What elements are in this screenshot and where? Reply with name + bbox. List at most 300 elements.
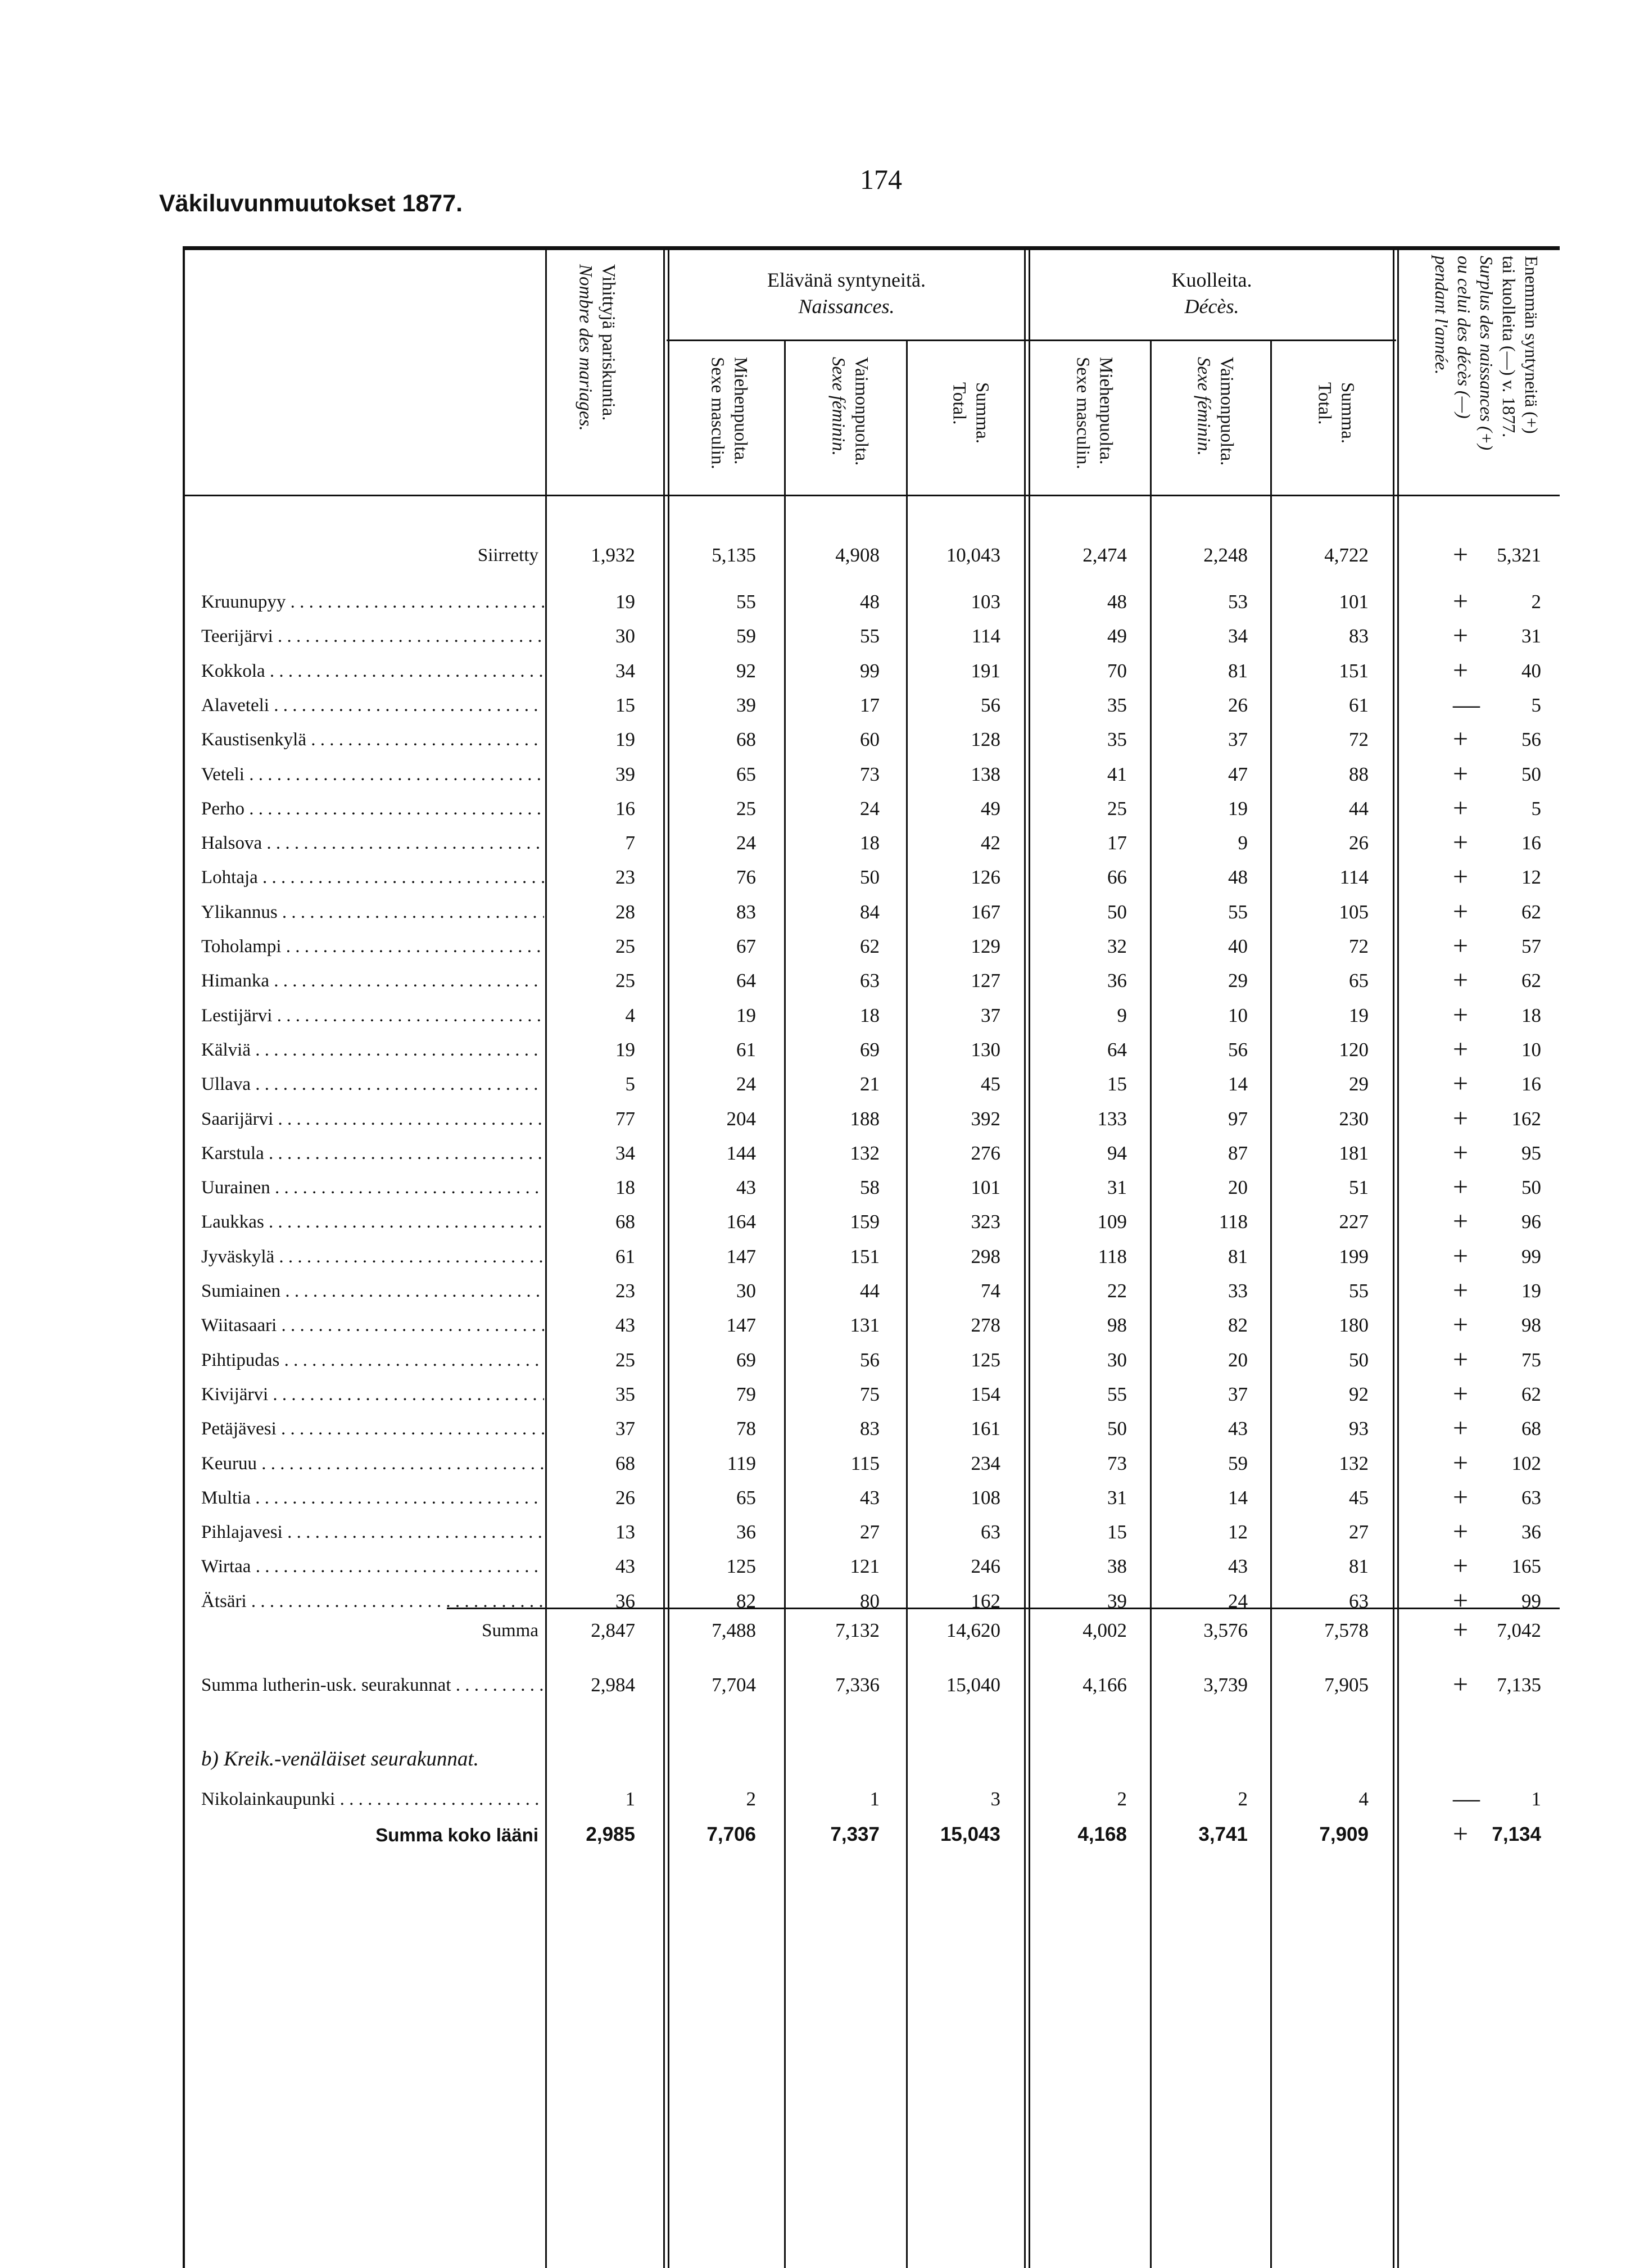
deaths-male-cell: 49 bbox=[1107, 625, 1127, 647]
col-rule bbox=[1393, 247, 1394, 2268]
births-female-cell: 69 bbox=[860, 1039, 880, 1061]
header-bottom-rule bbox=[183, 495, 1560, 496]
births-total-cell: 63 bbox=[981, 1521, 1000, 1543]
row-label: Summa lutherin-usk. seurakunnat . . . bbox=[201, 1675, 544, 1696]
deaths-male-cell: 35 bbox=[1107, 728, 1127, 750]
surplus-cell: 12 bbox=[1521, 866, 1541, 888]
row-label: Petäjävesi . . . bbox=[201, 1419, 544, 1439]
births-total-fi: Summa. bbox=[972, 382, 993, 444]
surplus-cell: 31 bbox=[1521, 625, 1541, 647]
deaths-female-header bbox=[1192, 357, 1238, 486]
births-total-cell: 49 bbox=[981, 798, 1000, 820]
surplus-cell: 50 bbox=[1521, 1176, 1541, 1198]
marriages-cell: 25 bbox=[615, 1349, 635, 1371]
births-female-cell: 4,908 bbox=[835, 544, 880, 566]
surplus-sign: + bbox=[1453, 1138, 1469, 1167]
row-label: Teerijärvi . . . bbox=[201, 626, 544, 647]
surplus-fi-2: tai kuolleita (—) v. 1877. bbox=[1499, 256, 1519, 438]
deaths-group-fi: Kuolleita. bbox=[1171, 269, 1252, 291]
surplus-cell: 5,321 bbox=[1497, 544, 1541, 566]
marriages-cell: 34 bbox=[615, 660, 635, 682]
deaths-female-cell: 3,741 bbox=[1198, 1823, 1248, 1845]
births-female-cell: 188 bbox=[850, 1108, 880, 1130]
row-label: Jyväskylä . . . bbox=[201, 1247, 544, 1267]
surplus-sign: + bbox=[1453, 724, 1469, 754]
births-female-cell: 75 bbox=[860, 1383, 880, 1405]
births-female-cell: 17 bbox=[860, 694, 880, 716]
marriages-cell: 23 bbox=[615, 866, 635, 888]
deaths-female-cell: 10 bbox=[1228, 1004, 1248, 1026]
surplus-fr-2: ou celui des décès (—) bbox=[1454, 256, 1474, 419]
births-female-cell: 18 bbox=[860, 1004, 880, 1026]
deaths-female-cell: 33 bbox=[1228, 1280, 1248, 1302]
marriages-header-fr: Nombre des mariages. bbox=[575, 264, 596, 431]
births-male-cell: 61 bbox=[736, 1039, 756, 1061]
deaths-total-cell: 55 bbox=[1349, 1280, 1369, 1302]
births-male-cell: 36 bbox=[736, 1521, 756, 1543]
births-total-cell: 3 bbox=[990, 1788, 1000, 1810]
births-group-fr: Naissances. bbox=[798, 295, 895, 318]
marriages-cell: 43 bbox=[615, 1555, 635, 1577]
deaths-male-cell: 22 bbox=[1107, 1280, 1127, 1302]
deaths-female-cell: 87 bbox=[1228, 1142, 1248, 1164]
deaths-total-cell: 230 bbox=[1339, 1108, 1369, 1130]
row-label: Toholampi . . . bbox=[201, 936, 544, 957]
births-male-cell: 7,488 bbox=[712, 1619, 756, 1641]
deaths-male-cell: 35 bbox=[1107, 694, 1127, 716]
births-total-cell: 191 bbox=[971, 660, 1000, 682]
surplus-sign: + bbox=[1453, 759, 1469, 789]
surplus-sign: + bbox=[1453, 655, 1469, 685]
surplus-sign: + bbox=[1453, 793, 1469, 823]
surplus-sign: + bbox=[1453, 965, 1469, 995]
surplus-cell: 10 bbox=[1521, 1039, 1541, 1061]
deaths-male-cell: 50 bbox=[1107, 1418, 1127, 1439]
deaths-total-cell: 63 bbox=[1349, 1590, 1369, 1612]
births-male-cell: 147 bbox=[726, 1246, 756, 1267]
marriages-cell: 2,985 bbox=[586, 1823, 635, 1845]
deaths-female-cell: 56 bbox=[1228, 1039, 1248, 1061]
births-male-cell: 5,135 bbox=[712, 544, 756, 566]
births-female-cell: 27 bbox=[860, 1521, 880, 1543]
surplus-cell: 98 bbox=[1521, 1314, 1541, 1336]
row-label: Himanka . . . bbox=[201, 971, 544, 992]
births-female-cell: 1 bbox=[869, 1788, 880, 1810]
deaths-total-cell: 181 bbox=[1339, 1142, 1369, 1164]
row-label: Siirretty bbox=[477, 545, 538, 565]
surplus-sign: + bbox=[1453, 540, 1469, 569]
deaths-total-cell: 101 bbox=[1339, 591, 1369, 613]
row-label: Kivijärvi . . . bbox=[201, 1384, 544, 1405]
table-left-rule bbox=[183, 247, 185, 2268]
births-female-cell: 151 bbox=[850, 1246, 880, 1267]
deaths-female-cell: 20 bbox=[1228, 1176, 1248, 1198]
deaths-female-cell: 14 bbox=[1228, 1073, 1248, 1095]
births-male-cell: 24 bbox=[736, 832, 756, 854]
marriages-cell: 68 bbox=[615, 1211, 635, 1233]
births-total-cell: 103 bbox=[971, 591, 1000, 613]
deaths-male-cell: 55 bbox=[1107, 1383, 1127, 1405]
marriages-cell: 2,847 bbox=[591, 1619, 635, 1641]
births-female-cell: 80 bbox=[860, 1590, 880, 1612]
row-label: Halsova . . . bbox=[201, 833, 544, 854]
births-male-cell: 69 bbox=[736, 1349, 756, 1371]
table-top-rule bbox=[183, 246, 1560, 250]
deaths-total-cell: 4 bbox=[1358, 1788, 1369, 1810]
births-total-cell: 56 bbox=[981, 694, 1000, 716]
marriages-cell: 28 bbox=[615, 901, 635, 923]
deaths-male-cell: 48 bbox=[1107, 591, 1127, 613]
births-female-cell: 99 bbox=[860, 660, 880, 682]
deaths-female-cell: 81 bbox=[1228, 660, 1248, 682]
deaths-total-header bbox=[1312, 382, 1359, 483]
marriages-cell: 19 bbox=[615, 591, 635, 613]
births-total-cell: 323 bbox=[971, 1211, 1000, 1233]
births-male-cell: 30 bbox=[736, 1280, 756, 1302]
marriages-cell: 4 bbox=[625, 1004, 635, 1026]
surplus-sign: + bbox=[1453, 1241, 1469, 1271]
row-label: Lohtaja . . . bbox=[201, 867, 544, 888]
births-total-cell: 10,043 bbox=[946, 544, 1000, 566]
deaths-female-cell: 43 bbox=[1228, 1418, 1248, 1439]
marriages-cell: 26 bbox=[615, 1487, 635, 1509]
births-male-cell: 79 bbox=[736, 1383, 756, 1405]
deaths-male-cell: 31 bbox=[1107, 1487, 1127, 1509]
surplus-cell: 75 bbox=[1521, 1349, 1541, 1371]
deaths-total-cell: 7,909 bbox=[1319, 1823, 1369, 1845]
births-female-cell: 121 bbox=[850, 1555, 880, 1577]
births-total-cell: 128 bbox=[971, 728, 1000, 750]
deaths-total-cell: 81 bbox=[1349, 1555, 1369, 1577]
births-female-cell: 62 bbox=[860, 935, 880, 957]
surplus-cell: 68 bbox=[1521, 1418, 1541, 1439]
births-female-cell: 18 bbox=[860, 832, 880, 854]
deaths-female-cell: 37 bbox=[1228, 1383, 1248, 1405]
deaths-male-cell: 73 bbox=[1107, 1452, 1127, 1474]
surplus-sign: + bbox=[1453, 1206, 1469, 1236]
births-total-cell: 167 bbox=[971, 901, 1000, 923]
births-group-fi: Elävänä syntyneitä. bbox=[767, 269, 926, 291]
births-male-cell: 7,706 bbox=[706, 1823, 756, 1845]
births-total-cell: 130 bbox=[971, 1039, 1000, 1061]
births-male-cell: 7,704 bbox=[712, 1674, 756, 1696]
deaths-female-cell: 43 bbox=[1228, 1555, 1248, 1577]
surplus-sign: + bbox=[1453, 1448, 1469, 1478]
births-total-cell: 14,620 bbox=[946, 1619, 1000, 1641]
births-female-cell: 63 bbox=[860, 970, 880, 992]
births-total-cell: 127 bbox=[971, 970, 1000, 992]
births-group-header bbox=[669, 267, 1024, 320]
marriages-cell: 15 bbox=[615, 694, 635, 716]
surplus-sign: + bbox=[1453, 1516, 1469, 1546]
marriages-cell: 25 bbox=[615, 970, 635, 992]
surplus-cell: 40 bbox=[1521, 660, 1541, 682]
deaths-female-cell: 48 bbox=[1228, 866, 1248, 888]
surplus-sign: + bbox=[1453, 1275, 1469, 1305]
surplus-sign: + bbox=[1453, 1669, 1469, 1699]
marriages-cell: 25 bbox=[615, 935, 635, 957]
surplus-sign: + bbox=[1453, 1482, 1469, 1512]
births-total-cell: 161 bbox=[971, 1418, 1000, 1439]
surplus-sign: + bbox=[1453, 1069, 1469, 1098]
deaths-male-cell: 15 bbox=[1107, 1521, 1127, 1543]
deaths-total-cell: 114 bbox=[1339, 866, 1369, 888]
surplus-fi-1: Enemmän syntyneitä (+) bbox=[1521, 256, 1542, 434]
surplus-sign: + bbox=[1453, 931, 1469, 961]
surplus-cell: 63 bbox=[1521, 1487, 1541, 1509]
surplus-sign: — bbox=[1453, 690, 1480, 719]
births-female-cell: 21 bbox=[860, 1073, 880, 1095]
births-female-cell: 73 bbox=[860, 763, 880, 785]
deaths-female-cell: 12 bbox=[1228, 1521, 1248, 1543]
births-female-cell: 7,336 bbox=[835, 1674, 880, 1696]
births-female-cell: 7,132 bbox=[835, 1619, 880, 1641]
deaths-total-cell: 26 bbox=[1349, 832, 1369, 854]
deaths-male-cell: 70 bbox=[1107, 660, 1127, 682]
surplus-cell: 5 bbox=[1531, 798, 1541, 820]
births-female-cell: 7,337 bbox=[830, 1823, 880, 1845]
marriages-cell: 2,984 bbox=[591, 1674, 635, 1696]
surplus-cell: 95 bbox=[1521, 1142, 1541, 1164]
births-total-cell: 392 bbox=[971, 1108, 1000, 1130]
births-male-cell: 204 bbox=[726, 1108, 756, 1130]
row-label: Lestijärvi . . . bbox=[201, 1006, 544, 1026]
surplus-cell: 16 bbox=[1521, 832, 1541, 854]
deaths-group-header bbox=[1030, 267, 1394, 320]
surplus-sign: + bbox=[1453, 621, 1469, 650]
deaths-female-cell: 53 bbox=[1228, 591, 1248, 613]
births-male-cell: 65 bbox=[736, 1487, 756, 1509]
surplus-header bbox=[1430, 256, 1543, 489]
page-number: 174 bbox=[860, 164, 902, 195]
marriages-cell: 37 bbox=[615, 1418, 635, 1439]
deaths-total-cell: 88 bbox=[1349, 763, 1369, 785]
surplus-cell: 19 bbox=[1521, 1280, 1541, 1302]
deaths-female-cell: 3,576 bbox=[1203, 1619, 1248, 1641]
surplus-cell: 5 bbox=[1531, 694, 1541, 716]
births-male-cell: 55 bbox=[736, 591, 756, 613]
births-male-cell: 59 bbox=[736, 625, 756, 647]
surplus-cell: 62 bbox=[1521, 1383, 1541, 1405]
births-male-cell: 68 bbox=[736, 728, 756, 750]
surplus-cell: 18 bbox=[1521, 1004, 1541, 1026]
deaths-male-cell: 118 bbox=[1098, 1246, 1127, 1267]
group-head-rule bbox=[667, 339, 1396, 341]
deaths-total-cell: 51 bbox=[1349, 1176, 1369, 1198]
row-label: Veteli . . . bbox=[201, 764, 544, 785]
births-female-cell: 60 bbox=[860, 728, 880, 750]
row-label: Kokkola . . . bbox=[201, 661, 544, 682]
deaths-total-cell: 132 bbox=[1339, 1452, 1369, 1474]
surplus-sign: + bbox=[1453, 1379, 1469, 1409]
deaths-total-cell: 44 bbox=[1349, 798, 1369, 820]
births-male-cell: 76 bbox=[736, 866, 756, 888]
surplus-sign: + bbox=[1453, 1000, 1469, 1030]
births-female-cell: 24 bbox=[860, 798, 880, 820]
row-label: Kaustisenkylä . . . bbox=[201, 730, 544, 750]
surplus-sign: + bbox=[1453, 1310, 1469, 1339]
surplus-cell: 99 bbox=[1521, 1246, 1541, 1267]
surplus-cell: 162 bbox=[1511, 1108, 1541, 1130]
row-label: Nikolainkaupunki . . . bbox=[201, 1789, 544, 1810]
row-label: Laukkas . . . bbox=[201, 1212, 544, 1233]
deaths-male-header bbox=[1071, 357, 1117, 486]
births-male-cell: 119 bbox=[727, 1452, 756, 1474]
surplus-cell: 62 bbox=[1521, 970, 1541, 992]
births-male-cell: 83 bbox=[736, 901, 756, 923]
deaths-total-cell: 199 bbox=[1339, 1246, 1369, 1267]
surplus-cell: 7,134 bbox=[1492, 1823, 1541, 1845]
surplus-sign: + bbox=[1453, 1413, 1469, 1443]
deaths-female-fi: Vaimonpuolta. bbox=[1216, 357, 1237, 466]
births-total-cell: 129 bbox=[971, 935, 1000, 957]
births-female-cell: 50 bbox=[860, 866, 880, 888]
births-male-cell: 43 bbox=[736, 1176, 756, 1198]
deaths-female-cell: 82 bbox=[1228, 1314, 1248, 1336]
col-rule bbox=[1397, 247, 1399, 2268]
row-label: Sumiainen . . . bbox=[201, 1281, 544, 1302]
births-total-cell: 298 bbox=[971, 1246, 1000, 1267]
births-total-cell: 138 bbox=[971, 763, 1000, 785]
births-female-cell: 159 bbox=[850, 1211, 880, 1233]
deaths-male-cell: 31 bbox=[1107, 1176, 1127, 1198]
births-male-cell: 144 bbox=[726, 1142, 756, 1164]
deaths-total-cell: 83 bbox=[1349, 625, 1369, 647]
births-total-cell: 101 bbox=[971, 1176, 1000, 1198]
marriages-cell: 13 bbox=[615, 1521, 635, 1543]
births-total-fr: Total. bbox=[949, 382, 970, 425]
deaths-female-cell: 9 bbox=[1238, 832, 1248, 854]
marriages-cell: 23 bbox=[615, 1280, 635, 1302]
deaths-male-cell: 32 bbox=[1107, 935, 1127, 957]
births-total-cell: 246 bbox=[971, 1555, 1000, 1577]
surplus-cell: 96 bbox=[1521, 1211, 1541, 1233]
surplus-cell: 16 bbox=[1521, 1073, 1541, 1095]
row-label: Wirtaa . . . bbox=[201, 1556, 544, 1577]
deaths-total-cell: 120 bbox=[1339, 1039, 1369, 1061]
births-male-cell: 2 bbox=[746, 1788, 756, 1810]
deaths-male-cell: 66 bbox=[1107, 866, 1127, 888]
births-female-cell: 83 bbox=[860, 1418, 880, 1439]
deaths-female-cell: 37 bbox=[1228, 728, 1248, 750]
marriages-cell: 34 bbox=[615, 1142, 635, 1164]
surplus-cell: 57 bbox=[1521, 935, 1541, 957]
deaths-female-cell: 3,739 bbox=[1203, 1674, 1248, 1696]
births-female-cell: 131 bbox=[850, 1314, 880, 1336]
marriages-cell: 68 bbox=[615, 1452, 635, 1474]
deaths-male-fi: Miehenpuolta. bbox=[1095, 357, 1116, 465]
births-female-cell: 58 bbox=[860, 1176, 880, 1198]
marriages-cell: 7 bbox=[625, 832, 635, 854]
deaths-male-cell: 39 bbox=[1107, 1590, 1127, 1612]
marriages-cell: 19 bbox=[615, 728, 635, 750]
surplus-fr-3: pendant l'année. bbox=[1432, 256, 1452, 375]
surplus-cell: 7,135 bbox=[1497, 1674, 1541, 1696]
births-male-cell: 92 bbox=[736, 660, 756, 682]
deaths-total-cell: 29 bbox=[1349, 1073, 1369, 1095]
deaths-total-cell: 227 bbox=[1339, 1211, 1369, 1233]
births-total-cell: 125 bbox=[971, 1349, 1000, 1371]
surplus-fr-1: Surplus des naissances (+) bbox=[1476, 256, 1497, 451]
surplus-cell: 50 bbox=[1521, 763, 1541, 785]
marriages-cell: 18 bbox=[615, 1176, 635, 1198]
marriages-header bbox=[573, 264, 620, 483]
section-b-heading: b) Kreik.-venäläiset seurakunnat. bbox=[201, 1748, 479, 1771]
births-total-cell: 126 bbox=[971, 866, 1000, 888]
page-title: Väkiluvunmuutokset 1877. bbox=[159, 190, 463, 217]
deaths-female-cell: 59 bbox=[1228, 1452, 1248, 1474]
deaths-female-cell: 2,248 bbox=[1203, 544, 1248, 566]
births-female-fi: Vaimonpuolta. bbox=[851, 357, 872, 466]
deaths-total-cell: 65 bbox=[1349, 970, 1369, 992]
deaths-total-fr: Total. bbox=[1314, 382, 1335, 425]
deaths-female-cell: 20 bbox=[1228, 1349, 1248, 1371]
surplus-sign: + bbox=[1453, 1615, 1469, 1645]
surplus-sign: + bbox=[1453, 827, 1469, 857]
deaths-total-fi: Summa. bbox=[1337, 382, 1358, 444]
row-label: Ylikannus . . . bbox=[201, 902, 544, 923]
births-total-cell: 114 bbox=[971, 625, 1000, 647]
deaths-total-cell: 45 bbox=[1349, 1487, 1369, 1509]
deaths-total-cell: 72 bbox=[1349, 935, 1369, 957]
surplus-sign: + bbox=[1453, 1819, 1469, 1849]
surplus-sign: + bbox=[1453, 1551, 1469, 1581]
row-label: Multia . . . bbox=[201, 1488, 544, 1509]
surplus-sign: + bbox=[1453, 1034, 1469, 1064]
births-male-cell: 19 bbox=[736, 1004, 756, 1026]
deaths-total-cell: 105 bbox=[1339, 901, 1369, 923]
deaths-male-cell: 25 bbox=[1107, 798, 1127, 820]
deaths-group-fr: Décès. bbox=[1184, 295, 1239, 318]
births-female-cell: 115 bbox=[850, 1452, 880, 1474]
marriages-header-fi: Vihittyjä pariskuntia. bbox=[598, 264, 619, 421]
marriages-cell: 5 bbox=[625, 1073, 635, 1095]
births-total-cell: 42 bbox=[981, 832, 1000, 854]
deaths-female-cell: 55 bbox=[1228, 901, 1248, 923]
births-male-cell: 82 bbox=[736, 1590, 756, 1612]
deaths-total-cell: 4,722 bbox=[1324, 544, 1369, 566]
births-total-cell: 15,043 bbox=[940, 1823, 1000, 1845]
deaths-male-cell: 41 bbox=[1107, 763, 1127, 785]
births-male-cell: 64 bbox=[736, 970, 756, 992]
deaths-female-cell: 29 bbox=[1228, 970, 1248, 992]
deaths-female-cell: 14 bbox=[1228, 1487, 1248, 1509]
surplus-sign: + bbox=[1453, 862, 1469, 891]
surplus-cell: 102 bbox=[1511, 1452, 1541, 1474]
deaths-total-cell: 92 bbox=[1349, 1383, 1369, 1405]
deaths-female-cell: 40 bbox=[1228, 935, 1248, 957]
deaths-male-cell: 15 bbox=[1107, 1073, 1127, 1095]
row-label: Ullava . . . bbox=[201, 1074, 544, 1095]
marriages-cell: 77 bbox=[615, 1108, 635, 1130]
deaths-female-cell: 97 bbox=[1228, 1108, 1248, 1130]
births-total-cell: 154 bbox=[971, 1383, 1000, 1405]
births-total-cell: 15,040 bbox=[946, 1674, 1000, 1696]
births-female-cell: 44 bbox=[860, 1280, 880, 1302]
deaths-total-cell: 61 bbox=[1349, 694, 1369, 716]
births-male-cell: 125 bbox=[726, 1555, 756, 1577]
deaths-male-cell: 4,002 bbox=[1083, 1619, 1127, 1641]
deaths-male-cell: 94 bbox=[1107, 1142, 1127, 1164]
births-male-cell: 65 bbox=[736, 763, 756, 785]
deaths-male-cell: 50 bbox=[1107, 901, 1127, 923]
surplus-sign: + bbox=[1453, 1586, 1469, 1615]
marriages-cell: 36 bbox=[615, 1590, 635, 1612]
deaths-female-cell: 24 bbox=[1228, 1590, 1248, 1612]
surplus-cell: 36 bbox=[1521, 1521, 1541, 1543]
deaths-female-fr: Sexe féminin. bbox=[1193, 357, 1214, 456]
births-female-cell: 43 bbox=[860, 1487, 880, 1509]
